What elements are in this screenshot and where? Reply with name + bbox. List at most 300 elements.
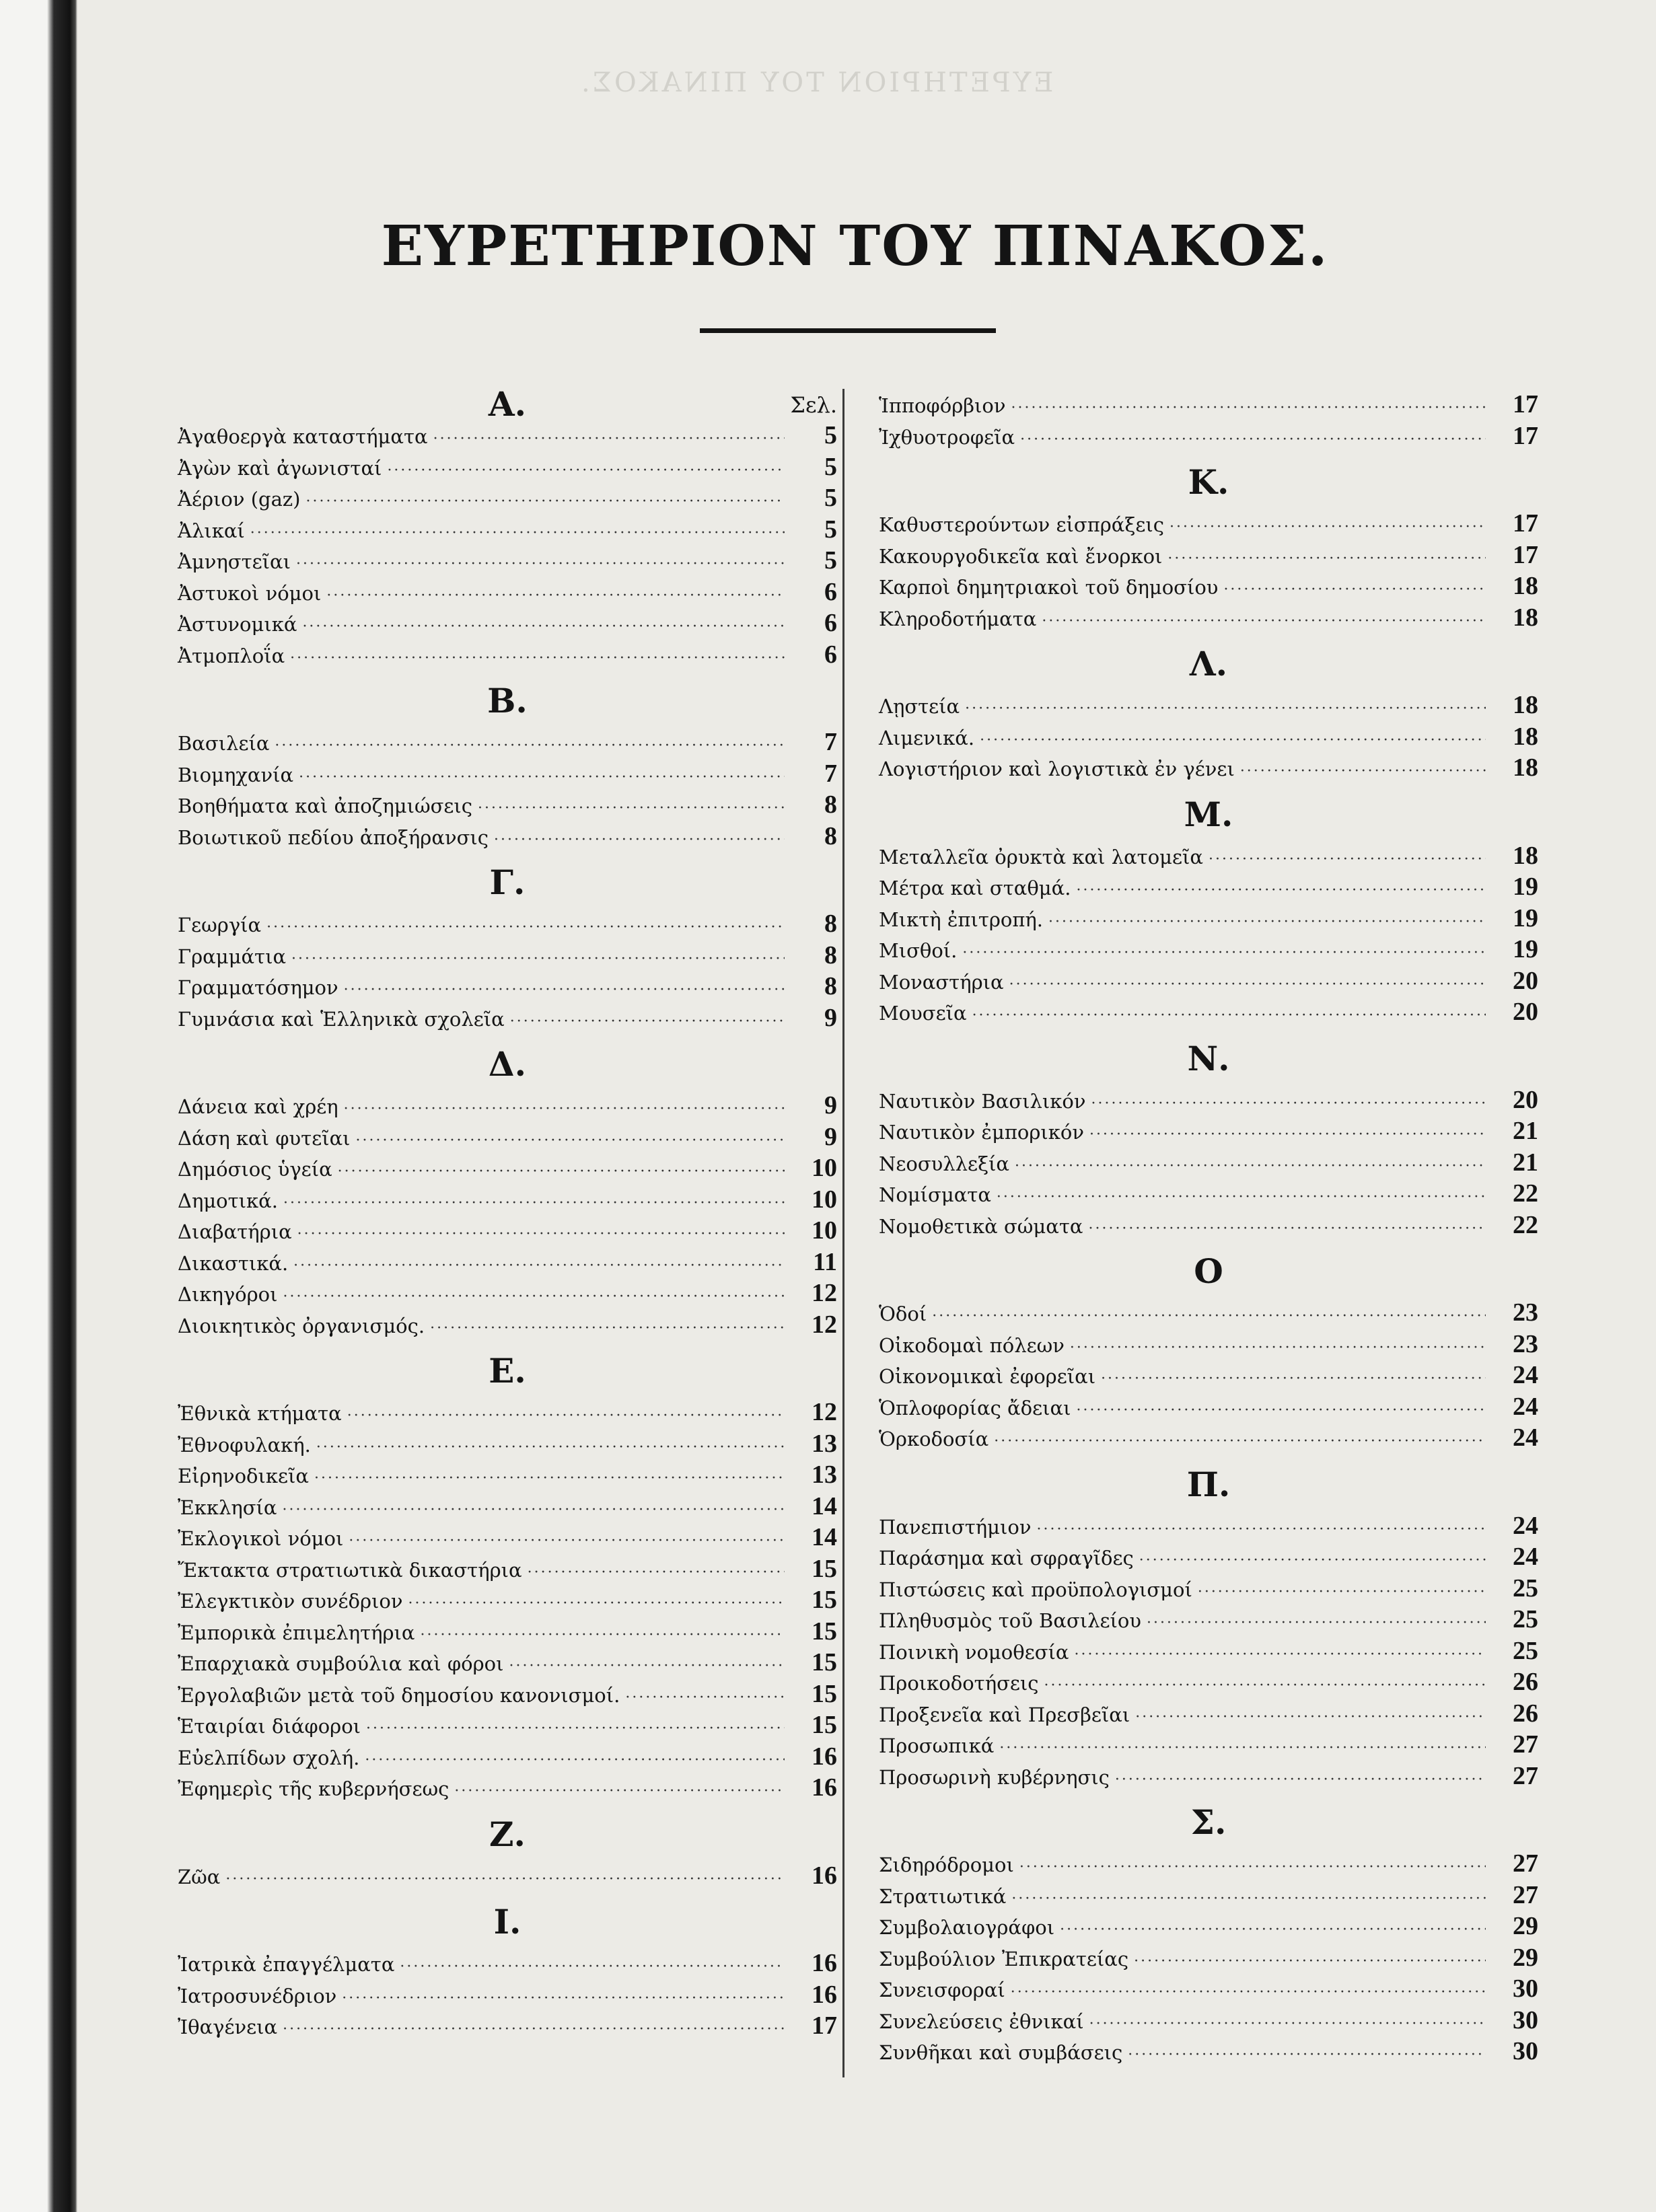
dot-leader <box>494 825 785 856</box>
entry-name: Δικαστικά. <box>178 1251 289 1275</box>
entry-name: Νομίσματα <box>879 1183 991 1206</box>
entry-name: Οἰκοδομαὶ πόλεων <box>879 1333 1065 1357</box>
index-entry <box>879 903 1538 934</box>
index-entry <box>178 971 837 1002</box>
entry-page-number: 17 <box>1513 540 1538 569</box>
entry-name: Πανεπιστήμιον <box>879 1515 1032 1539</box>
section-letter: Λ. <box>1189 644 1228 684</box>
index-entry <box>879 1666 1538 1698</box>
entry-page-number: 15 <box>812 1617 837 1646</box>
entry-page-number: 8 <box>824 821 837 850</box>
dot-leader <box>1076 875 1486 907</box>
section-letter: Γ. <box>489 862 526 902</box>
dot-leader <box>1169 512 1486 544</box>
section-heading <box>178 1340 837 1397</box>
entry-page-number: 5 <box>824 546 837 575</box>
index-entry <box>178 789 837 821</box>
entry-page-number: 8 <box>824 910 837 938</box>
entry-name: Δημόσιος ὑγεία <box>178 1158 332 1181</box>
entry-page-number: 9 <box>824 1003 837 1032</box>
dot-leader <box>1060 1915 1486 1946</box>
index-entry <box>178 1522 837 1553</box>
entry-name: Ἔκτακτα στρατιωτικὰ δικαστήρια <box>178 1558 522 1582</box>
entry-page-number: 8 <box>824 790 837 819</box>
entry-name: Ἐργολαβιῶν μετὰ τοῦ δημοσίου κανονισμοί. <box>178 1683 620 1707</box>
entry-page-number: 17 <box>1513 390 1538 418</box>
left-index-column <box>178 384 837 2042</box>
entry-page-number: 30 <box>1513 1975 1538 2003</box>
index-entry <box>178 1428 837 1460</box>
entry-name: Διοικητικὸς ὀργανισμός. <box>178 1314 425 1337</box>
dot-leader <box>1019 1852 1486 1884</box>
entry-page-number: 30 <box>1513 2005 1538 2034</box>
dot-leader <box>283 1495 785 1526</box>
entry-name: Μισθοί. <box>879 939 958 962</box>
index-entry <box>879 996 1538 1028</box>
dot-leader <box>433 424 785 455</box>
index-entry <box>879 1360 1538 1391</box>
entry-name: Συμβολαιογράφοι <box>879 1916 1055 1939</box>
entry-name: Πληθυσμὸς τοῦ Βασιλείου <box>879 1609 1141 1632</box>
section-heading <box>178 852 837 908</box>
index-entry <box>879 1422 1538 1454</box>
dot-leader <box>302 612 785 643</box>
entry-name: Στρατιωτικά <box>879 1884 1007 1908</box>
entry-page-number: 25 <box>1513 1636 1538 1665</box>
dot-leader <box>509 1651 785 1683</box>
index-entry <box>178 1616 837 1648</box>
entry-name: Μοναστήρια <box>879 970 1004 994</box>
dot-leader <box>356 1126 785 1157</box>
section-letter: Ε. <box>489 1351 526 1391</box>
section-heading <box>879 784 1538 840</box>
entry-name: Ἀστυνομικά <box>178 613 297 636</box>
entry-page-number: 10 <box>812 1216 837 1245</box>
dot-leader <box>1044 1670 1486 1702</box>
index-entry <box>178 482 837 514</box>
entry-page-number: 6 <box>824 640 837 669</box>
entry-name: Ὁδοί <box>879 1302 927 1325</box>
entry-name: Ναυτικὸν ἐμπορικόν <box>879 1121 1084 1144</box>
dot-leader <box>1135 1702 1486 1734</box>
entry-page-number: 16 <box>812 1861 837 1890</box>
index-entry <box>178 420 837 451</box>
section-heading <box>178 1891 837 1948</box>
index-entry <box>178 1184 837 1216</box>
entry-page-number: 20 <box>1513 1085 1538 1114</box>
entry-page-number: 10 <box>812 1185 837 1214</box>
index-entry <box>879 540 1538 571</box>
entry-page-number: 18 <box>1513 572 1538 600</box>
entry-page-number: 15 <box>812 1554 837 1583</box>
index-entry <box>879 1635 1538 1667</box>
entry-page-number: 13 <box>812 1461 837 1489</box>
dot-leader <box>1147 1608 1486 1639</box>
entry-name: Μουσεῖα <box>879 1002 967 1025</box>
entry-page-number: 15 <box>812 1648 837 1676</box>
index-entry <box>178 607 837 639</box>
section-letter: Α. <box>488 384 527 424</box>
index-entry <box>879 1147 1538 1179</box>
entry-page-number: 26 <box>1513 1699 1538 1728</box>
section-heading <box>879 1028 1538 1084</box>
dot-leader <box>366 1713 785 1745</box>
entry-page-number: 27 <box>1513 1880 1538 1909</box>
dot-leader <box>299 762 785 794</box>
dot-leader <box>291 944 785 975</box>
entry-name: Βοιωτικοῦ πεδίου ἀποξήρανσις <box>178 825 489 849</box>
dot-leader <box>997 1182 1486 1214</box>
entry-name: Ἱπποφόρβιον <box>879 394 1006 417</box>
dot-leader <box>314 1463 785 1495</box>
section-heading <box>879 1792 1538 1848</box>
entry-page-number: 8 <box>824 972 837 1000</box>
right-index-column <box>879 389 1538 2067</box>
entry-page-number: 16 <box>812 1742 837 1771</box>
index-entry <box>879 871 1538 903</box>
entry-name: Ἀγαθοεργὰ καταστήματα <box>178 425 428 448</box>
entry-name: Λῃστεία <box>879 695 960 718</box>
dot-leader <box>994 1426 1486 1458</box>
entry-name: Ἀέριον (gaz) <box>178 488 301 511</box>
entry-name: Ἐκλογικοὶ νόμοι <box>178 1527 344 1550</box>
entry-name: Βοηθήματα καὶ ἀποζημιώσεις <box>178 795 473 817</box>
index-entry <box>879 1510 1538 1542</box>
index-entry <box>178 1491 837 1522</box>
dot-leader <box>1036 1514 1486 1546</box>
dot-leader <box>293 1251 785 1282</box>
entry-name: Βασιλεία <box>178 732 270 755</box>
entry-page-number: 18 <box>1513 691 1538 719</box>
entry-page-number: 12 <box>812 1310 837 1339</box>
entry-page-number: 21 <box>1513 1117 1538 1145</box>
index-entry <box>879 420 1538 452</box>
entry-page-number: 6 <box>824 577 837 606</box>
entry-page-number: 18 <box>1513 841 1538 870</box>
entry-page-number: 22 <box>1513 1210 1538 1239</box>
index-entry <box>178 1152 837 1184</box>
entry-page-number: 8 <box>824 941 837 969</box>
entry-page-number: 16 <box>812 1773 837 1802</box>
entry-page-number: 6 <box>824 609 837 637</box>
entry-name: Δικηγόροι <box>178 1283 278 1306</box>
entry-page-number: 19 <box>1513 904 1538 932</box>
section-heading <box>178 670 837 727</box>
entry-name: Ἐλεγκτικὸν συνέδριον <box>178 1590 403 1613</box>
dot-leader <box>290 643 785 675</box>
index-entry <box>879 965 1538 997</box>
index-entry <box>879 1210 1538 1241</box>
index-entry <box>879 1329 1538 1360</box>
section-heading <box>879 633 1538 690</box>
entry-name: Πιστώσεις καὶ προϋπολογισμοί <box>879 1578 1192 1601</box>
dot-leader <box>1074 1639 1486 1671</box>
section-letter: Κ. <box>1188 462 1229 502</box>
column-divider <box>842 389 844 2077</box>
entry-name: Γραμματόσημον <box>178 976 338 999</box>
entry-page-number: 21 <box>1513 1148 1538 1177</box>
entry-name: Ναυτικὸν Βασιλικόν <box>879 1089 1086 1113</box>
entry-page-number: 24 <box>1513 1361 1538 1389</box>
index-entry <box>178 1247 837 1278</box>
dot-leader <box>1042 606 1486 638</box>
dot-leader <box>1015 1151 1486 1183</box>
entry-name: Γραμμάτια <box>178 945 287 968</box>
index-entry <box>178 1121 837 1153</box>
entry-name: Καρποὶ δημητριακοὶ τοῦ δημοσίου <box>879 576 1219 599</box>
index-entry <box>178 1772 837 1804</box>
index-entry <box>879 1604 1538 1635</box>
index-entry <box>879 1911 1538 1942</box>
dot-leader <box>296 549 785 581</box>
entry-name: Ἐθνικὰ κτήματα <box>178 1402 342 1425</box>
index-entry <box>879 690 1538 721</box>
section-letter: Ι. <box>493 1902 521 1942</box>
dot-leader <box>1115 1765 1486 1796</box>
index-entry <box>879 1115 1538 1147</box>
entry-page-number: 30 <box>1513 2037 1538 2065</box>
dot-leader <box>1128 2040 1486 2071</box>
entry-name: Γεωργία <box>178 914 262 936</box>
index-entry <box>879 1391 1538 1423</box>
entry-name: Ἐκκλησία <box>178 1496 277 1519</box>
entry-page-number: 9 <box>824 1091 837 1119</box>
dot-leader <box>1009 969 1486 1001</box>
index-entry <box>178 758 837 790</box>
entry-name: Ἐθνοφυλακή. <box>178 1433 311 1457</box>
entry-page-number: 27 <box>1513 1849 1538 1878</box>
dot-leader <box>250 518 785 550</box>
entry-name: Ὁπλοφορίας ἄδειαι <box>879 1396 1071 1420</box>
entry-page-number: 14 <box>812 1491 837 1520</box>
entry-page-number: 25 <box>1513 1574 1538 1602</box>
entry-name: Παράσημα καὶ σφραγῖδες <box>879 1547 1134 1570</box>
entry-name: Διαβατήρια <box>178 1220 292 1243</box>
book-binding-gutter <box>0 0 77 2212</box>
entry-name: Ζῶα <box>178 1865 221 1888</box>
entry-page-number: 7 <box>824 728 837 756</box>
section-letter: Ν. <box>1187 1038 1230 1078</box>
section-letter: Π. <box>1186 1464 1231 1504</box>
dot-leader <box>349 1526 785 1557</box>
entry-page-number: 18 <box>1513 722 1538 751</box>
index-entry <box>879 2005 1538 2036</box>
entry-name: Ἀγὼν καὶ ἀγωνισταί <box>178 456 382 480</box>
dot-leader <box>266 912 785 944</box>
entry-name: Προσωρινὴ κυβέρνησις <box>879 1765 1110 1789</box>
dot-leader <box>962 938 1486 969</box>
dot-leader <box>932 1301 1486 1333</box>
index-entry <box>178 451 837 483</box>
dot-leader <box>297 1219 785 1251</box>
entry-name: Ἐμπορικὰ ἐπιμελητήρια <box>178 1621 415 1644</box>
entry-page-number: 19 <box>1513 935 1538 963</box>
dot-leader <box>283 1282 785 1313</box>
dot-leader <box>1011 1977 1486 2009</box>
entry-page-number: 5 <box>824 484 837 512</box>
entry-name: Ἰχθυοτροφεῖα <box>879 425 1015 449</box>
entry-name: Ἀτμοπλοΐα <box>178 644 285 667</box>
entry-page-number: 7 <box>824 759 837 788</box>
dot-leader <box>1020 425 1486 456</box>
index-entry <box>178 1979 837 2011</box>
dot-leader <box>1088 1214 1486 1245</box>
index-entry <box>178 545 837 577</box>
dot-leader <box>965 694 1486 725</box>
index-entry <box>178 1679 837 1710</box>
index-entry <box>178 1553 837 1585</box>
index-entry <box>178 1215 837 1247</box>
index-entry <box>178 908 837 940</box>
entry-page-number: 5 <box>824 515 837 544</box>
entry-name: Προσωπικά <box>879 1734 995 1757</box>
index-entry <box>178 940 837 971</box>
entry-name: Ἀλικαί <box>178 519 245 542</box>
entry-name: Ἀμνηστεῖαι <box>178 550 291 573</box>
index-entry <box>178 1002 837 1034</box>
dot-leader <box>625 1683 785 1714</box>
entry-page-number: 19 <box>1513 873 1538 901</box>
section-letter: Ο <box>1194 1251 1223 1291</box>
entry-page-number: 11 <box>813 1247 837 1276</box>
entry-page-number: 24 <box>1513 1392 1538 1421</box>
dot-leader <box>1076 1395 1486 1427</box>
index-entry <box>879 1297 1538 1329</box>
dot-leader <box>1048 907 1486 938</box>
dot-leader <box>999 1733 1486 1765</box>
dot-leader <box>1089 1119 1486 1151</box>
entry-page-number: 17 <box>1513 509 1538 538</box>
dot-leader <box>1139 1545 1486 1577</box>
page-column-label: Σελ. <box>790 392 837 418</box>
section-letter: Ζ. <box>489 1814 526 1854</box>
entry-name: Συνελεύσεις ἐθνικαί <box>879 2010 1084 2033</box>
entry-page-number: 20 <box>1513 998 1538 1026</box>
entry-page-number: 16 <box>812 1949 837 1977</box>
entry-name: Ἰθαγένεια <box>178 2016 278 2038</box>
index-entry <box>178 1309 837 1341</box>
dot-leader <box>1134 1946 1486 1978</box>
index-entry <box>879 721 1538 753</box>
index-entry <box>879 840 1538 872</box>
entry-page-number: 13 <box>812 1429 837 1458</box>
section-heading <box>178 1033 837 1090</box>
index-entry <box>879 570 1538 602</box>
entry-name: Δημοτικά. <box>178 1189 278 1212</box>
dot-leader <box>408 1588 785 1620</box>
index-entry <box>879 508 1538 540</box>
entry-page-number: 18 <box>1513 603 1538 632</box>
index-entry <box>178 1741 837 1773</box>
dot-leader <box>225 1864 785 1896</box>
dot-leader <box>1011 1884 1486 1915</box>
page-title: ΕΥΡΕΤΗΡΙΟΝ ΤΟΥ ΠΙΝΑΚΟΣ. <box>381 214 1329 279</box>
entry-name: Ἐφημερὶς τῆς κυβερνήσεως <box>178 1777 449 1800</box>
dot-leader <box>1070 1333 1486 1364</box>
index-entry <box>178 1860 837 1892</box>
entry-name: Μεταλλεῖα ὀρυκτὰ καὶ λατομεῖα <box>879 845 1203 869</box>
entry-page-number: 24 <box>1513 1424 1538 1452</box>
section-letter: Σ. <box>1190 1802 1227 1842</box>
index-entry <box>178 1090 837 1121</box>
entry-page-number: 16 <box>812 1980 837 2009</box>
dot-leader <box>326 581 785 612</box>
entry-name: Νομοθετικὰ σώματα <box>879 1214 1083 1238</box>
entry-name: Νεοσυλλεξία <box>879 1152 1009 1175</box>
index-entry <box>879 1698 1538 1730</box>
entry-name: Ἐπαρχιακὰ συμβούλια καὶ φόροι <box>178 1652 504 1675</box>
index-entry <box>879 934 1538 965</box>
entry-name: Ἀστυκοὶ νόμοι <box>178 581 322 605</box>
dot-leader <box>283 1188 785 1220</box>
entry-name: Γυμνάσια καὶ Ἑλληνικὰ σχολεῖα <box>178 1007 505 1031</box>
entry-name: Συνθῆκαι καὶ συμβάσεις <box>879 2041 1123 2064</box>
entry-name: Βιομηχανία <box>178 763 294 786</box>
entry-page-number: 24 <box>1513 1511 1538 1540</box>
section-letter: Δ. <box>488 1044 527 1084</box>
entry-name: Συνεισφοραί <box>879 1979 1005 2001</box>
section-heading <box>879 1241 1538 1297</box>
index-entry <box>178 821 837 852</box>
dot-leader <box>275 731 785 762</box>
section-heading <box>178 1804 837 1860</box>
entry-name: Συμβούλιον Ἐπικρατείας <box>879 1947 1129 1970</box>
index-entry <box>178 577 837 608</box>
entry-name: Οἰκονομικαὶ ἐφορεῖαι <box>879 1365 1096 1388</box>
entry-name: Ἰατρικὰ ἐπαγγέλματα <box>178 1953 395 1976</box>
index-entry <box>879 1541 1538 1573</box>
index-entry <box>178 1459 837 1491</box>
dot-leader <box>972 1000 1486 1032</box>
index-entry <box>178 1948 837 1979</box>
entry-page-number: 12 <box>812 1279 837 1307</box>
entry-page-number: 17 <box>812 2012 837 2040</box>
entry-page-number: 22 <box>1513 1179 1538 1208</box>
dot-leader <box>1167 544 1486 575</box>
dot-leader <box>528 1557 785 1589</box>
dot-leader <box>338 1156 785 1188</box>
dot-leader <box>344 1094 785 1126</box>
index-entry <box>178 727 837 758</box>
index-entry <box>178 1584 837 1616</box>
entry-name: Ὁρκοδοσία <box>879 1428 989 1450</box>
index-entry <box>879 1729 1538 1761</box>
entry-name: Μικτὴ ἐπιτροπή. <box>879 908 1044 931</box>
dot-leader <box>478 793 785 825</box>
dot-leader <box>1011 393 1486 425</box>
entry-name: Λογιστήριον καὶ λογιστικὰ ἐν γένει <box>879 758 1235 780</box>
index-entry <box>178 514 837 546</box>
entry-page-number: 27 <box>1513 1761 1538 1790</box>
entry-page-number: 24 <box>1513 1543 1538 1571</box>
index-entry <box>178 1278 837 1309</box>
title-rule <box>700 328 996 333</box>
show-through-running-head: ΕΥΡΕΤΗΡΙΟΝ ΤΟΥ ΠΙΝΑΚΟΣ. <box>579 67 1054 98</box>
dot-leader <box>510 1006 785 1038</box>
entry-name: Εὐελπίδων σχολή. <box>178 1746 360 1769</box>
entry-name: Ἰατροσυνέδριον <box>178 1984 337 2007</box>
dot-leader <box>421 1620 785 1652</box>
entry-page-number: 25 <box>1513 1605 1538 1633</box>
index-entry <box>879 1942 1538 1974</box>
dot-leader <box>400 1952 785 1983</box>
section-heading <box>879 451 1538 508</box>
entry-page-number: 12 <box>812 1398 837 1426</box>
dot-leader <box>1091 1089 1486 1120</box>
dot-leader <box>283 2014 785 2046</box>
entry-page-number: 10 <box>812 1154 837 1182</box>
entry-name: Ποινικὴ νομοθεσία <box>879 1640 1069 1664</box>
